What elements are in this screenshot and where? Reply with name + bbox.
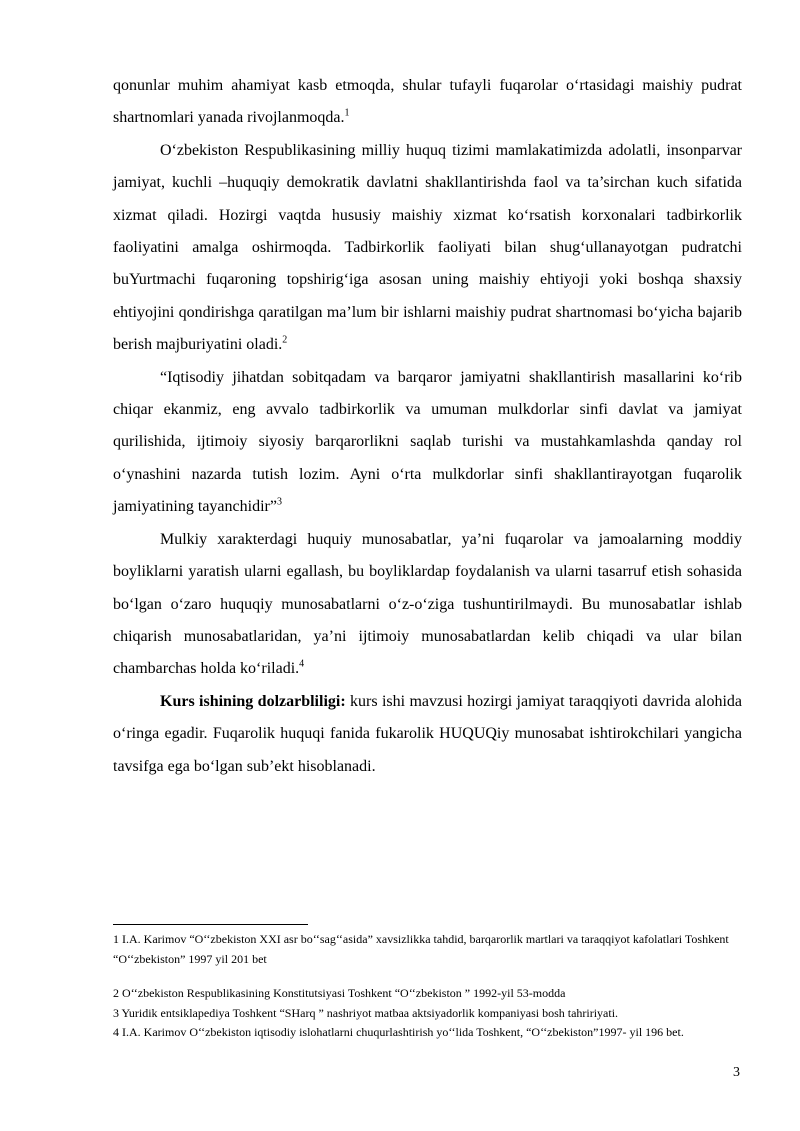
paragraph-1-text: qonunlar muhim ahamiyat kasb etmoqda, shular tufayli fuqarolar o‘rtasidagi maishiy pudrat shartnomlari yanada rivojlanmoqda. bbox=[113, 77, 742, 127]
paragraph-2-text: O‘zbekiston Respublikasining milliy huquq tizimi mamlakatimizda adolatli, insonparvar jamiyat, kuchli –huquqiy demokratik davlatni shakllantirishda faol va ta’sirchan kuch sifatida xizmat qiladi. Hozirgi vaqtda hususiy maishiy xizmat ko‘rsatish korxonalari tadbirkorlik faoliyatini amalga oshirmoqda. Tadbirkorlik faoliyati bilan shug‘ullanayotgan pudratchi buYurtmachi fuqaroning topshirig‘iga asosan uning maishiy ehtiyoji yoki boshqa shaxsiy ehtiyojini qondirishga qaratilgan ma’lum bir ishlarni maishiy pudrat shartnomasi bo‘yicha bajarib berish majburiyatini oladi. bbox=[113, 141, 742, 354]
footnotes bbox=[113, 930, 793, 1043]
paragraph-5-text: kurs ishi mavzusi hozirgi jamiyat taraqqiyoti davrida alohida o‘ringa egadir. Fuqarolik huquqi fanida fukarolik HUQUQiy munosabat ishtirokchilari yangicha tavsifga ega bo‘lgan sub’ekt hisoblanadi. bbox=[113, 692, 742, 775]
footnote-ref-3: 3 bbox=[276, 496, 282, 508]
footnote-separator bbox=[113, 924, 308, 925]
paragraph-3 bbox=[113, 362, 742, 524]
footnote-ref-1: 1 bbox=[344, 108, 350, 120]
paragraph-1 bbox=[113, 70, 742, 135]
section-heading-relevance: Kurs ishining dolzarbliligi: bbox=[160, 692, 346, 710]
paragraph-4-text: Mulkiy xarakterdagi huquiy munosabatlar, ya’ni fuqarolar va jamoalarning moddiy boyliklarni yaratish ularni egallash, bu boyliklardap foydalanish va ularni tasarruf etish sohasida bo‘lgan o‘zaro huquqiy munosabatlarni o‘z-o‘ziga tushuntirilmaydi. Bu munosabatlar ishlab chiqarish munosabatlaridan, ya’ni ijtimoiy munosabatlardan kelib chiqadi va ular bilan chambarchas holda ko‘riladi. bbox=[113, 530, 742, 678]
footnote-1: 1 I.A. Karimov “O‘‘zbekiston XXI asr bo‘‘sag‘‘asida” xavsizlikka tahdid, barqarorlik martlari va taraqqiyot kafolatlari Toshkent “O‘‘zbekiston” 1997 yil 201 bet bbox=[113, 932, 729, 966]
footnote-4: 4 I.A. Karimov O‘‘zbekiston iqtisodiy islohatlarni chuqurlashtirish yo‘‘lida Toshkent, “O‘‘zbekiston”1997- yil 196 bet. bbox=[113, 1025, 684, 1039]
footnote-ref-4: 4 bbox=[299, 658, 305, 670]
paragraph-5 bbox=[113, 686, 742, 783]
paragraph-4 bbox=[113, 524, 742, 686]
footnote-2: 2 O‘‘zbekiston Respublikasining Konstitutsiyasi Toshkent “O‘‘zbekiston ” 1992-yil 53-modda bbox=[113, 986, 566, 1000]
paragraph-3-text: “Iqtisodiy jihatdan sobitqadam va barqaror jamiyatni shakllantirish masallarini ko‘rib chiqar ekanmiz, eng avvalo tadbirkorlik va umuman mulkdorlar sinfi davlat va jamiyat qurilishida, ijtimoiy siyosiy barqarorlikni saqlab turishi va mustahkamlashda qanday rol o‘ynashini nazarda tutish lozim. Ayni o‘rta mulkdorlar sinfi shakllantirayotgan fuqarolik jamiyatining tayanchidir” bbox=[113, 368, 742, 516]
page-number: 3 bbox=[733, 1065, 740, 1080]
body-text bbox=[113, 70, 742, 783]
footnote-ref-2: 2 bbox=[282, 334, 288, 346]
paragraph-2 bbox=[113, 135, 742, 362]
footnote-3: 3 Yuridik entsiklapediya Toshkent “SHarq ” nashriyot matbaa aktsiyadorlik kompaniyasi bosh tahririyati. bbox=[113, 1005, 619, 1020]
